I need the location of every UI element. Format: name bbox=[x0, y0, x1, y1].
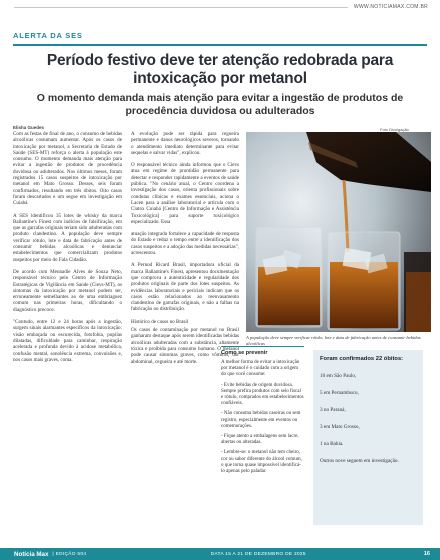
footer-edition: | EDIÇÃO 504 bbox=[52, 551, 87, 557]
paragraph: De acordo com Mennadie Alves de Souza Neto, responsável técnico pelo Centro de Informação Estratégicas de Vigilância em Saúde (Cievs-MT), os sintomas da intoxicação por metanol podem ser, erroneamente semelhantes ao de uma embriaguez comum nas primeiras horas, dificultando o diagnóstico precoce. bbox=[13, 268, 122, 313]
prevention-box bbox=[221, 346, 304, 479]
confirmed-stat: 1 na Bahia. bbox=[320, 441, 344, 447]
paragraph: Com as festas de final de ano, o consumo de bebidas alcoólicas costumam aumentar. Após os casos de intoxicação por metanol, a Secretaria de Estado de Saúde (SES-MT) reforça o alerta à população este consumo. O momento demanda mais atenção para evitar a ingestão de produtos de procedência duvidosa ou adulterados. Nos últimos meses, foram registrados 15 casos suspeitos de intoxicação por metanol em Mato Grosso. Desses, seis foram confirmados, resultando em três óbitos. Oito casos foram descartados e um segue em investigação em Cuiabá. bbox=[13, 131, 122, 207]
prevention-item: - Evite bebidas de origem duvidosa. Sempre prefira produtos com selo fiscal e rótulo, comprados em estabelecimentos confiáveis. bbox=[221, 382, 304, 407]
paragraph: A evolução pode ser rápida para cegueira permanente e danos neurológicos severos, tornando o atendimento imediato determinante para evitar sequelas e salvar vidas", explicou. bbox=[131, 131, 239, 156]
top-bar bbox=[0, 0, 440, 14]
paragraph: A SES identificou 35 lotes de whisky da marca Ballantine's Finest com indícios de falsificação, em que as garrafas originais teriam sido adulteradas com produto clandestino. A população deve sempre verificar rótulo, lote e data de fabricação antes de consumir bebidas alcoólicas e denunciar estabelecimentos que comercializam produtos suspeitos por meio do Fala Cidadão. bbox=[13, 212, 122, 263]
photo-caption: A população deve sempre verificar rótulo, lote e data de fabricação antes de consumir bebidas alcoólicas bbox=[246, 335, 421, 346]
top-rule bbox=[14, 7, 348, 8]
byline: Elisha Guedes bbox=[13, 125, 45, 130]
section-label: ALERTA DA SES bbox=[13, 31, 83, 40]
prevention-item: - Lembre-se: o metanol não tem cheiro, cor ou sabor diferente do álcool comum, o que torna quase impossível identificá-lo apenas pelo paladar. bbox=[221, 450, 302, 475]
article-headline: Período festivo deve ter atenção redobrada para intoxicação por metanol bbox=[46, 52, 394, 87]
page-number: 16 bbox=[423, 551, 430, 557]
confirmed-stat: 3 no Paraná, bbox=[320, 407, 346, 413]
subheading-history: Histórico de casos no Brasil bbox=[131, 318, 189, 325]
paragraph: atuação integrada fortalece a capacidade de resposta do Estado e reduz o tempo entre a identificação dos casos suspeitos e a adoção das medidas necessárias", acrescentou. bbox=[131, 231, 239, 257]
confirmed-stat: 10 em São Paulo, bbox=[320, 373, 357, 379]
prevention-list bbox=[221, 383, 304, 476]
page-footer bbox=[0, 548, 440, 560]
article-column-2 bbox=[131, 131, 239, 371]
prevention-item: - Não consuma bebidas caseiras ou sem registro, especialmente em eventos ou comemorações. bbox=[221, 411, 301, 429]
confirmed-title: Foram confirmados 22 óbitos: bbox=[320, 356, 404, 362]
confirmed-stat: 5 em Pernambuco, bbox=[320, 390, 359, 396]
article-column-1 bbox=[13, 131, 122, 369]
article-photo bbox=[246, 132, 431, 332]
prevention-intro: A melhor forma de evitar a intoxicação por metanol é o cuidado com a origem do que você consome: bbox=[221, 360, 300, 378]
pouring-whisky-illustration bbox=[246, 132, 431, 332]
paragraph: A Pernod Ricard Brasil, importadora oficial da marca Ballantine's Finest, apresentou documentação que comprova a autenticidade e regularidade dos produtos originais de parte dos lotes suspeitos. As evidências laboratoriais e periciais indicam que os casos estão relacionados ao reenvasamento clandestino de garrafas originais, e não a falhas na fabricação ou distribuição. bbox=[131, 262, 239, 313]
confirmed-stat: 3 em Mato Grosso, bbox=[320, 424, 360, 430]
paragraph: Os casos de contaminação por metanol no Brasil ganharam destaque após serem identificadas bebidas alcoólicas adulteradas com a substância, altamente tóxica e proibida para consumo humano. O metanol pode causar sintomas graves, como vômitos, dor abdominal, cegueira e até morte. bbox=[131, 327, 239, 365]
prevention-title: Como se prevenir bbox=[221, 350, 268, 356]
paragraph: "Contudo, entre 12 e 24 horas após a ingestão, surgem sinais alarmantes específicos da intoxicação: visão embaçada ou escurecida, fotofobia, pupilas dilatadas, dificuldade para caminhar, respiração acelerada e profunda devido à acidose metabólica, confusão mental, sonolência extrema, convulsões e, nos casos mais graves, coma. bbox=[13, 319, 122, 363]
article-subtitle: O momento demanda mais atenção para evitar a ingestão de produtos de procedência duvidosa ou adulterados bbox=[36, 92, 404, 117]
confirmed-deaths-box bbox=[313, 350, 423, 525]
paragraph: O responsável técnico ainda informou que o Cievs atua em regime de prontidão permanente para detectar e responder rapidamente a eventos de saúde pública. "No cenário atual, o Centro coordena a investigação dos casos, orienta profissionais sobre condutas clínicas e exames essenciais, aciona o Lacen para a análise laboratorial e articula com o Ciatox Cuiabá [Centro de Informação e Assistência Toxicológica] para suporte toxicológico especializado. Essa bbox=[131, 162, 239, 225]
section-divider bbox=[13, 44, 427, 46]
confirmed-note: Outros nove seguem em investigação. bbox=[320, 458, 399, 464]
site-url[interactable]: WWW.NOTICIAMAX.COM.BR bbox=[353, 4, 428, 10]
prevention-item: - Fique atento a embalagens sem lacre, abertas ou alteradas. bbox=[221, 434, 299, 446]
photo-credit: Foto Divulgação bbox=[380, 127, 409, 132]
footer-brand: Notícia Max bbox=[14, 550, 49, 558]
footer-date: DATA 15 A 21 DE DEZEMBRO DE 2025 bbox=[210, 551, 306, 557]
